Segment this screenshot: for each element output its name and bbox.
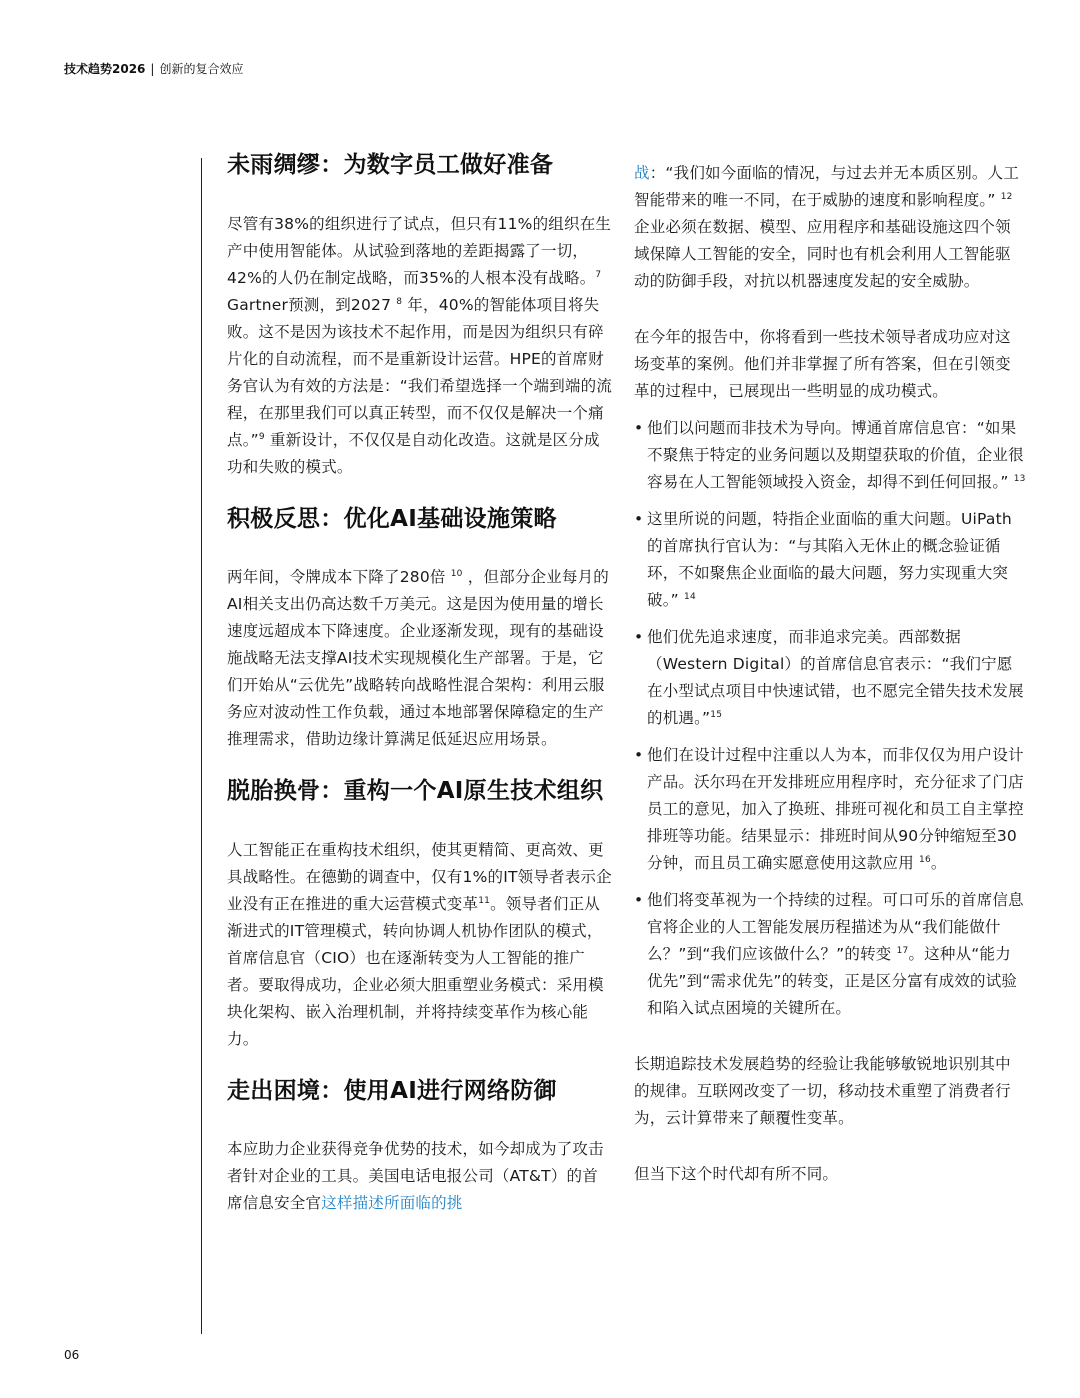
source-link[interactable]: 这样描述所面临的挑: [321, 1194, 463, 1212]
text-run: 企业必须在数据、模型、应用程序和基础设施这四个领域保障人工智能的安全，同时也有机会利用人工智能驱动的防御手段，对抗以机器速度发起的安全威胁。: [634, 218, 1011, 290]
text-run: 重新设计，不仅仅是自动化改造。这就是区分成功和失败的模式。: [227, 431, 600, 476]
section-heading-ai-native-org: 脱胎换骨：重构一个AI原生技术组织: [227, 778, 604, 804]
left-column: [227, 150, 613, 1217]
text-run: 人工智能正在重构技术组织，使其更精简、更高效、更具战略性。在德勤的调查中，仅有1%的IT领导者表示企业没有正在推进的重大运营模式变革: [227, 841, 612, 913]
list-item: [634, 887, 1026, 1022]
text-run: 。这种从“能力优先”到“需求优先”的转变，正是区分富有成效的试验和陷入试点困境的关键所在。: [647, 945, 1018, 1017]
text-run: 他们将变革视为一个持续的过程。可口可乐的首席信息官将企业的人工智能发展历程描述为从“我们能做什么？”到“我们应该做什么？”的转变: [647, 891, 1024, 963]
page-number: 06: [64, 1348, 80, 1362]
citation-number: 14: [684, 591, 696, 602]
text-run: 尽管有38%的组织进行了试点，但只有11%的组织在生产中使用智能体。从试验到落地的差距揭露了一切， 42%的人仍在制定战略，而35%的人根本没有战略。: [227, 215, 612, 287]
section-body-digital-workforce: [227, 211, 613, 481]
text-run: 。: [930, 854, 947, 872]
column-rule: [201, 158, 202, 1334]
citation-number: 11: [478, 895, 491, 906]
report-title: 技术趋势2026: [64, 62, 146, 76]
success-pattern-list: [634, 415, 1026, 1022]
running-header: [64, 61, 243, 77]
citation-number: 9: [258, 431, 265, 442]
list-item: [634, 506, 1026, 614]
section-heading-digital-workforce: 未雨绸缪：为数字员工做好准备: [227, 152, 554, 178]
text-run: 本应助力企业获得竞争优势的技术，如今却成为了攻击者针对企业的工具。美国电话电报公司（AT&T）的首席信息安全官: [227, 1140, 604, 1212]
text-run: 他们以问题而非技术为导向。博通首席信息官：“如果不聚焦于特定的业务问题以及期望获取的价值，企业很容易在人工智能领域投入资金，却得不到任何回报。”: [647, 419, 1024, 491]
section-body-cyber-defense: [227, 1136, 613, 1217]
intro-paragraph: 在今年的报告中，你将看到一些技术领导者成功应对这场变革的案例。他们并非掌握了所有答案，但在引领变革的过程中，已展现出一些明显的成功模式。: [634, 328, 1011, 400]
report-subtitle: 创新的复合效应: [159, 62, 244, 76]
citation-number: 7: [595, 269, 602, 280]
citation-number: 13: [1013, 473, 1026, 484]
list-item: [634, 415, 1026, 496]
citation-number: 10: [450, 568, 463, 579]
list-item: [634, 742, 1026, 877]
text-run: Gartner预测，到2027: [227, 296, 397, 314]
right-column: [634, 150, 1026, 1188]
text-run: 这里所说的问题，特指企业面临的重大问题。UiPath的首席执行官认为：“与其陷入无休止的概念验证循环，不如聚焦企业面临的最大问题，努力实现重大突破。”: [647, 510, 1012, 609]
section-body-ai-native-org: [227, 837, 613, 1053]
citation-number: 15: [710, 709, 723, 720]
text-run: 他们在设计过程中注重以人为本，而非仅仅为用户设计产品。沃尔玛在开发排班应用程序时，充分征求了门店员工的意见，加入了换班、排班可视化和员工自主掌控排班等功能。结果显示：排班时间从90分钟缩短至30分钟，而且员工确实愿意使用这款应用: [647, 746, 1024, 872]
citation-number: 16: [919, 854, 931, 865]
citation-number: 12: [1000, 191, 1013, 202]
section-heading-ai-infrastructure: 积极反思：优化AI基础设施策略: [227, 506, 557, 532]
text-run: 。领导者们正从渐进式的IT管理模式，转向协调人机协作团队的模式，首席信息官（CIO）也在逐渐转变为人工智能的推广者。要取得成功，企业必须大胆重塑业务模式：采用模块化架构、嵌入治理机制，并将持续变革作为核心能力。: [227, 895, 604, 1048]
citation-number: 17: [896, 945, 909, 956]
source-link[interactable]: 战: [634, 164, 650, 182]
header-separator: |: [150, 62, 155, 76]
text-run: 年，40%的智能体项目将失败。这不是因为该技术不起作用，而是因为组织只有碎片化的自动流程，而不是重新设计运营。HPE的首席财务官认为有效的方法是：“我们希望选择一个端到端的流程，在那里我们可以真正转型，而不仅仅是解决一个痛点。”: [227, 296, 613, 449]
citation-number: 8: [396, 296, 403, 307]
continuation-paragraph: [634, 160, 1026, 295]
text-run: ：“我们如今面临的情况，与过去并无本质区别。人工智能带来的唯一不同，在于威胁的速度和影响程度。”: [634, 164, 1020, 209]
section-heading-cyber-defense: 走出困境：使用AI进行网络防御: [227, 1078, 557, 1104]
text-run: 两年间，令牌成本下降了280倍: [227, 568, 451, 586]
text-run: 他们优先追求速度，而非追求完美。西部数据（Western Digital）的首席信息官表示：“我们宁愿在小型试点项目中快速试错，也不愿完全错失技术发展的机遇。”: [647, 628, 1024, 727]
closing-paragraph: 长期追踪技术发展趋势的经验让我能够敏锐地识别其中的规律。互联网改变了一切，移动技术重塑了消费者行为，云计算带来了颠覆性变革。: [634, 1055, 1011, 1127]
text-run: ，但部分企业每月的AI相关支出仍高达数千万美元。这是因为使用量的增长速度远超成本下降速度。企业逐渐发现，现有的基础设施战略无法支撑AI技术实现规模化生产部署。于是，它们开始从“云优先”战略转向战略性混合架构：利用云服务应对波动性工作负载，通过本地部署保障稳定的生产推理需求，借助边缘计算满足低延迟应用场景。: [227, 568, 610, 748]
closing-statement: 但当下这个时代却有所不同。: [634, 1165, 839, 1183]
section-body-ai-infrastructure: [227, 564, 613, 753]
list-item: [634, 624, 1026, 732]
